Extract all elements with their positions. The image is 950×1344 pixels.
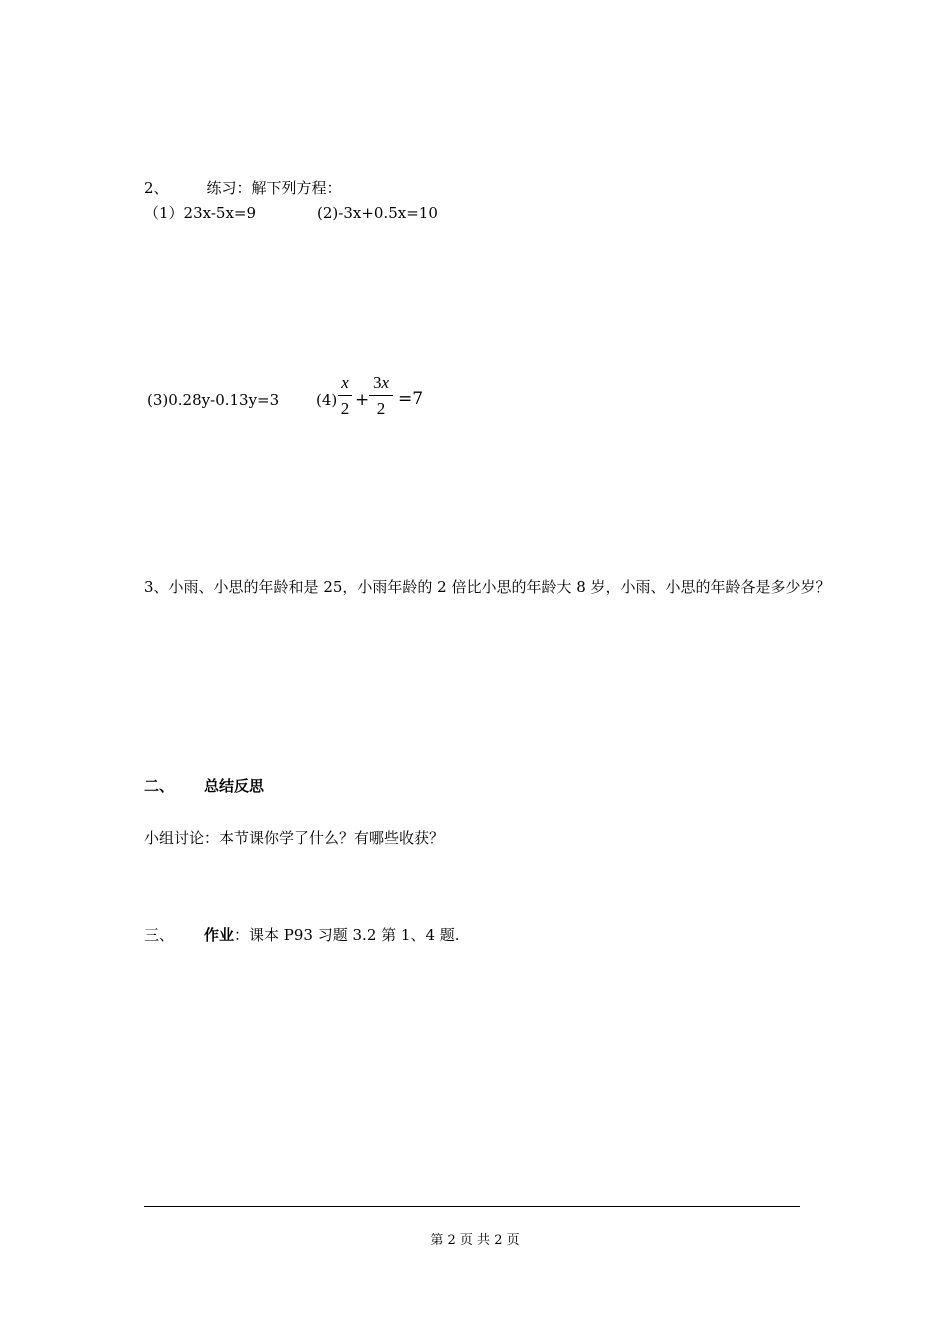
- homework-title: 作业: [204, 926, 235, 944]
- fraction-2-bar: [369, 395, 393, 396]
- footer-divider: [144, 1206, 800, 1207]
- fraction-2-variable: x: [381, 373, 390, 392]
- equals-seven: =7: [398, 389, 424, 409]
- exercise-number: 2、: [144, 179, 169, 197]
- homework-text: ：课本 P93 习题 3.2 第 1、4 题.: [234, 926, 460, 944]
- equation-3: (3)0.28y-0.13y=3: [147, 391, 280, 409]
- plus-sign: +: [355, 390, 370, 410]
- page-number-footer: 第 2 页 共 2 页: [430, 1233, 520, 1248]
- equation-2: (2)-3x+0.5x=10: [317, 204, 438, 222]
- homework-line: [144, 925, 460, 945]
- fraction-x-over-2: [338, 373, 352, 419]
- fraction-2-denominator: 2: [376, 399, 386, 418]
- equation-4-prefix: (4): [316, 391, 338, 409]
- group-discussion-text: 小组讨论：本节课你学了什么？有哪些收获？: [144, 829, 445, 847]
- summary-number: 二、: [144, 777, 175, 795]
- fraction-1-bar: [338, 395, 352, 396]
- exercise-heading: [144, 178, 342, 198]
- fraction-1-denominator: 2: [340, 399, 350, 418]
- summary-heading: [144, 776, 264, 796]
- problem-3: 3、小雨、小思的年龄和是 25，小雨年龄的 2 倍比小思的年龄大 8 岁，小雨、小思的年龄各是多少岁？: [144, 578, 831, 596]
- summary-title: 总结反思: [204, 777, 265, 795]
- homework-number: 三、: [144, 926, 175, 944]
- exercise-title: 练习：解下列方程：: [206, 179, 342, 197]
- fraction-2-coefficient: 3: [372, 373, 382, 392]
- fraction-1-numerator: x: [341, 373, 349, 392]
- fraction-2-numerator: [369, 373, 393, 393]
- fraction-3x-over-2: [369, 373, 393, 419]
- equation-1: （1）23x-5x=9: [144, 204, 257, 222]
